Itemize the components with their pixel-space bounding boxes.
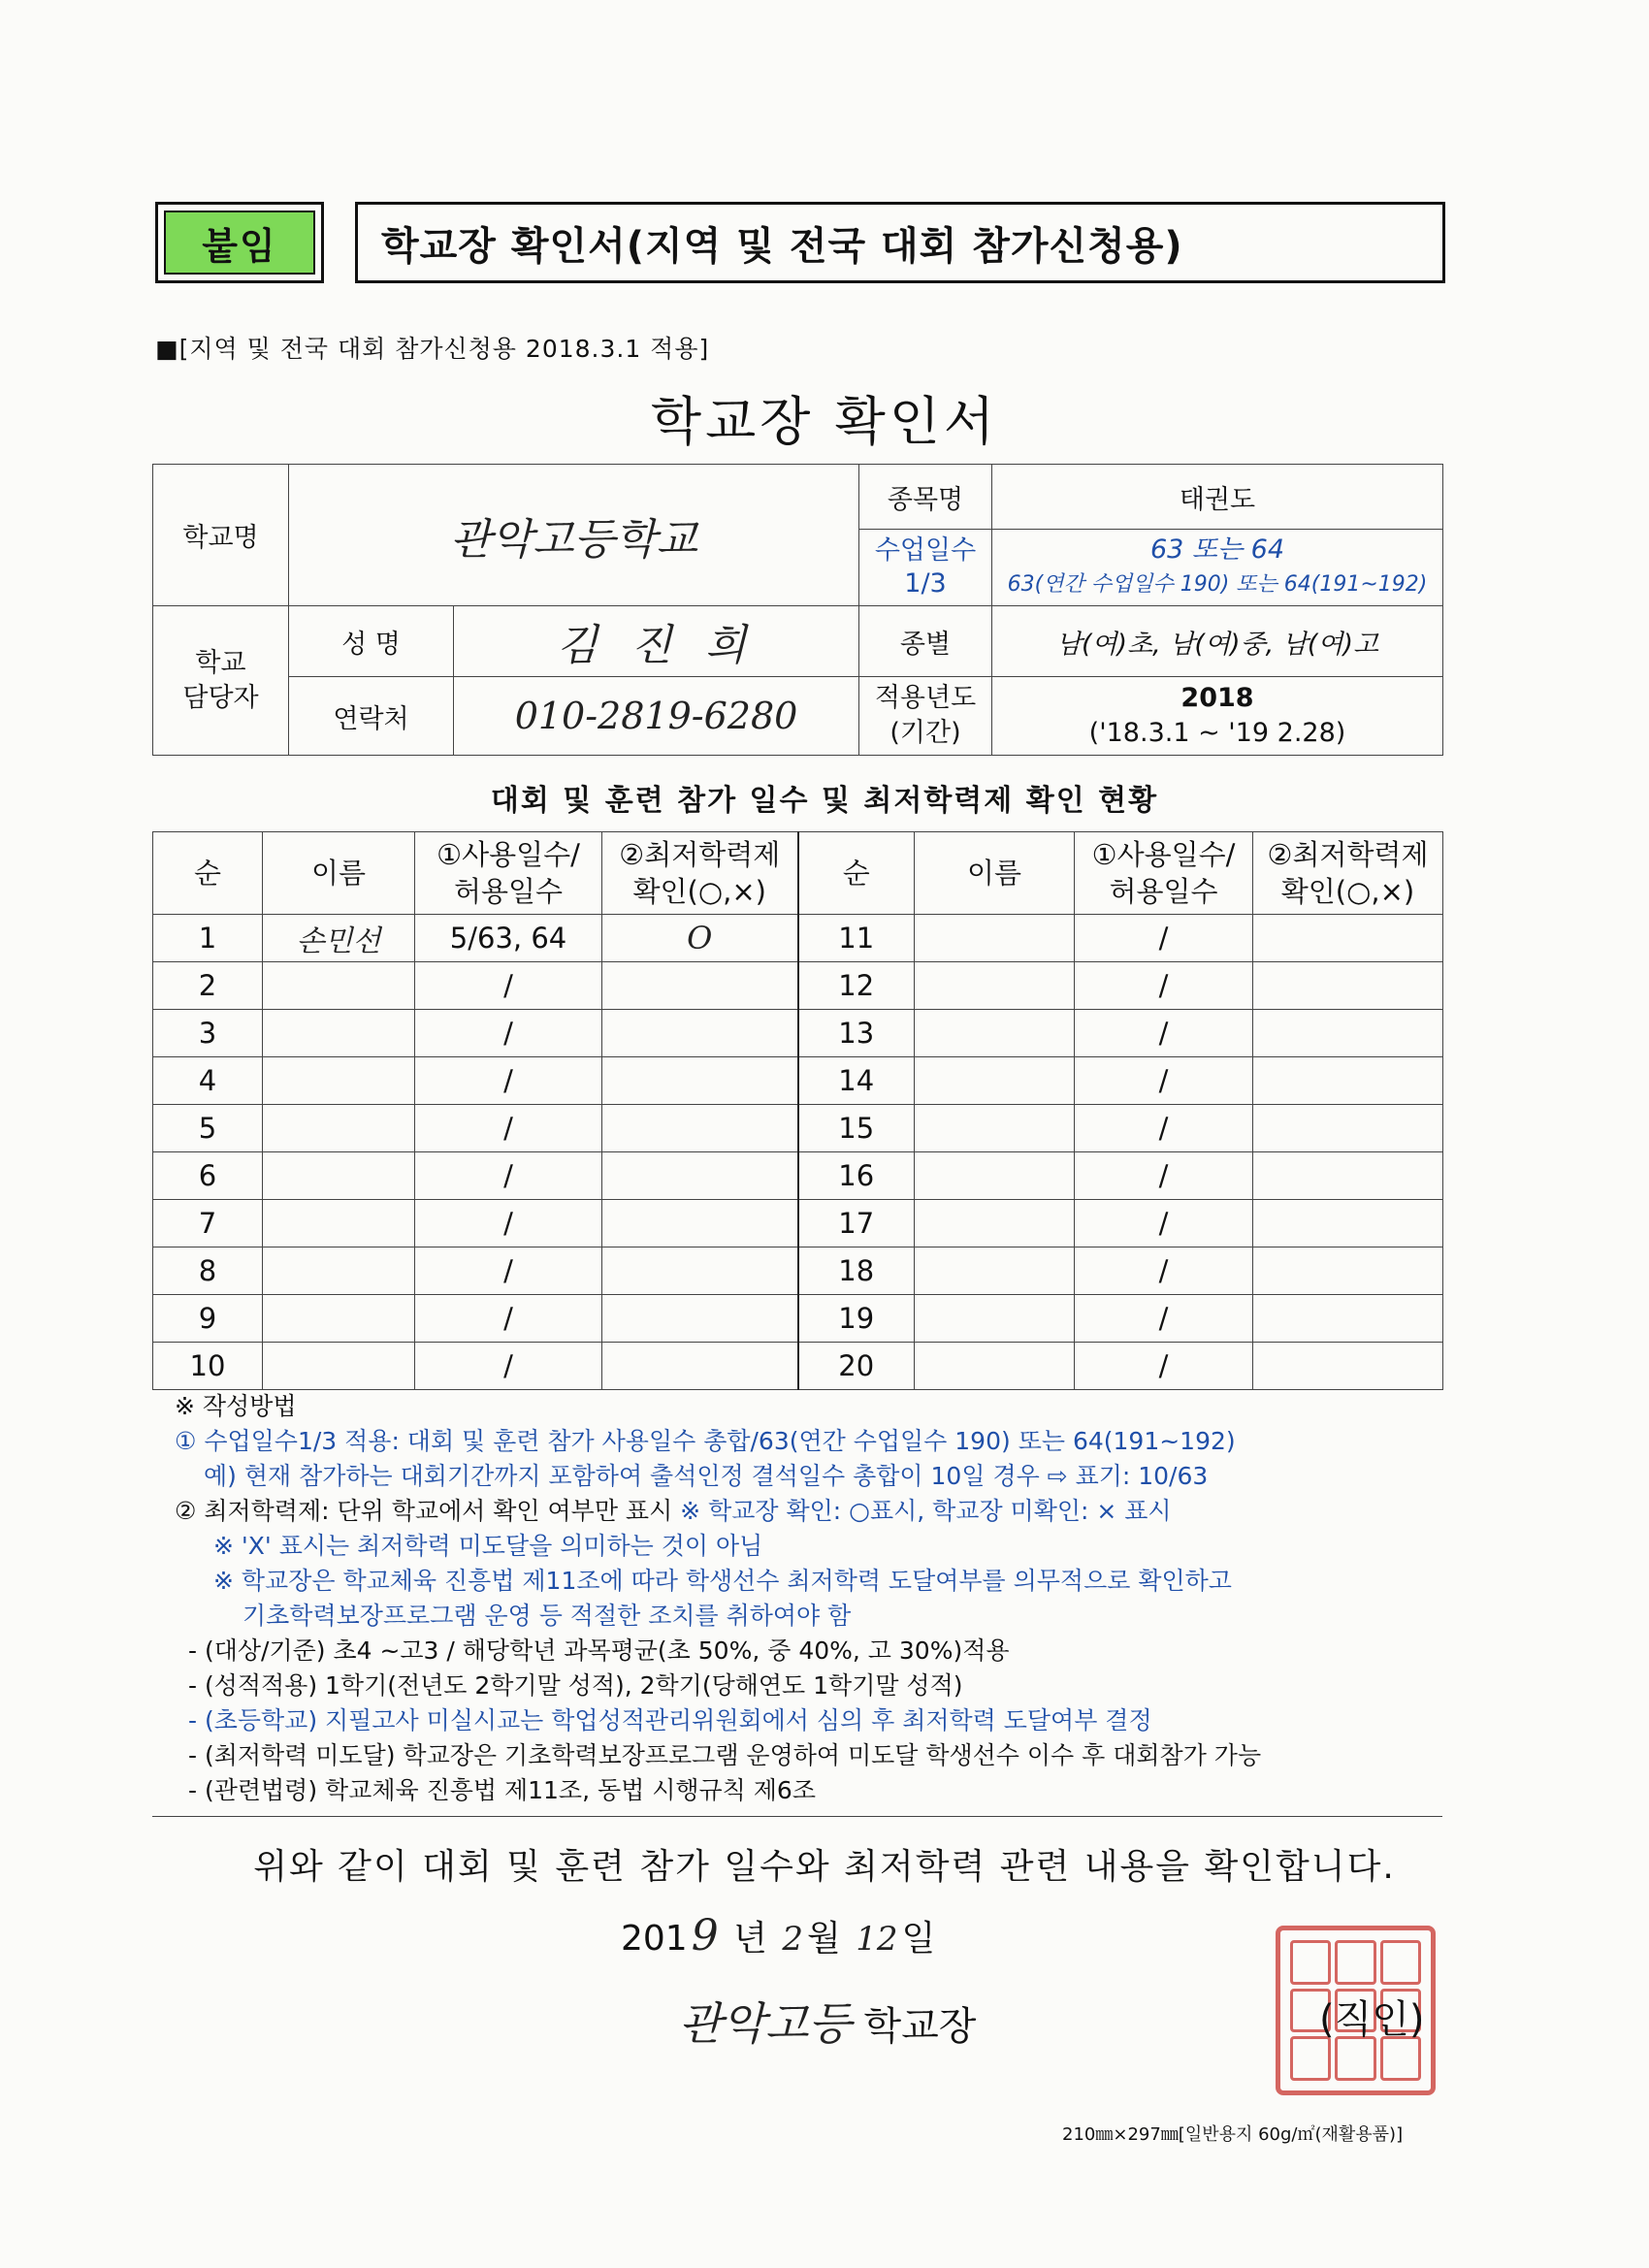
header-check-right-line2: 확인(○,×)	[1280, 875, 1415, 908]
note-d1: - (대상/기준) 초4 ~고3 / 해당학년 과목평균(초 50%, 중 40%, 고 30%)적용	[188, 1636, 1010, 1665]
applicability-note: ■[지역 및 전국 대회 참가신청용 2018.3.1 적용]	[155, 335, 710, 363]
row-name	[915, 1295, 1075, 1343]
row-check: O	[602, 915, 798, 962]
row-no: 12	[798, 962, 915, 1010]
header-used-left-line2: 허용일수	[453, 875, 564, 908]
row-name	[915, 1057, 1075, 1105]
row-check	[1253, 1295, 1443, 1343]
note-2c: ※ 학교장은 학교체육 진흥법 제11조에 따라 학생선수 최저학력 도달여부를 의무적으로 확인하고	[213, 1567, 1232, 1595]
row-check	[602, 1200, 798, 1247]
row-no: 18	[798, 1247, 915, 1295]
row-no: 1	[153, 915, 263, 962]
date-year-suffix: 9	[691, 1911, 719, 1960]
table-row	[153, 1057, 1443, 1105]
note-1b: 예) 현재 참가하는 대회기간까지 포함하여 출석인정 결석일수 총합이 10일 경우 ⇨ 표기: 10/63	[204, 1462, 1209, 1490]
row-used: 5/63, 64	[415, 915, 602, 962]
manager-label	[153, 606, 289, 756]
table-row	[153, 1247, 1443, 1295]
row-name	[263, 1200, 415, 1247]
class-days-label-line2: 1/3	[904, 568, 947, 599]
row-check	[602, 1152, 798, 1200]
row-name	[263, 1057, 415, 1105]
row-no: 15	[798, 1105, 915, 1152]
class-days-label	[859, 530, 992, 606]
row-name	[263, 1295, 415, 1343]
seal-label: (직인)	[1319, 1997, 1425, 2042]
class-days-label-line1: 수업일수	[874, 535, 977, 566]
table-row	[153, 962, 1443, 1010]
row-used: /	[415, 1105, 602, 1152]
row-no: 3	[153, 1010, 263, 1057]
row-check	[1253, 1247, 1443, 1295]
note-2b: ※ 'X' 표시는 최저학력 미도달을 의미하는 것이 아님	[213, 1532, 763, 1560]
date-month: 2	[782, 1920, 804, 1959]
event-value: 태권도	[992, 465, 1443, 530]
row-name: 손민선	[263, 915, 415, 962]
row-check	[602, 1010, 798, 1057]
section-title: 대회 및 훈련 참가 일수 및 최저학력제 확인 현황	[490, 784, 1159, 818]
row-used: /	[1075, 1295, 1253, 1343]
header-no-right: 순	[798, 832, 915, 915]
row-check	[602, 962, 798, 1010]
instructions-title: ※ 작성방법	[175, 1392, 297, 1420]
row-used: /	[415, 1295, 602, 1343]
row-used: /	[415, 962, 602, 1010]
row-name	[915, 1343, 1075, 1390]
row-check	[602, 1343, 798, 1390]
row-check	[1253, 1152, 1443, 1200]
row-check	[1253, 1200, 1443, 1247]
note-2d: 기초학력보장프로그램 운영 등 적절한 조치를 취하여야 함	[242, 1602, 852, 1630]
row-used: /	[1075, 1247, 1253, 1295]
table-row	[153, 1010, 1443, 1057]
row-no: 2	[153, 962, 263, 1010]
table-row	[153, 915, 1443, 962]
header-no-left: 순	[153, 832, 263, 915]
row-check	[1253, 962, 1443, 1010]
header-check-left-line2: 확인(○,×)	[632, 875, 766, 908]
header-check-left-line1: ②최저학력제	[619, 838, 781, 871]
note-2a	[175, 1494, 1465, 1529]
date-month-unit: 월	[807, 1919, 841, 1959]
header-used-left	[415, 832, 602, 915]
row-name	[915, 1152, 1075, 1200]
row-check	[1253, 1057, 1443, 1105]
header-check-left	[602, 832, 798, 915]
row-name	[915, 1105, 1075, 1152]
table-row	[153, 1343, 1443, 1390]
row-used: /	[1075, 915, 1253, 962]
row-no: 10	[153, 1343, 263, 1390]
header-used-right-line1: ①사용일수/	[1091, 838, 1236, 871]
year-label	[859, 677, 992, 756]
row-check	[1253, 1105, 1443, 1152]
row-name	[263, 1105, 415, 1152]
note-1a: ① 수업일수1/3 적용: 대회 및 훈련 참가 사용일수 총합/63(연간 수업일수 190) 또는 64(191~192)	[175, 1427, 1236, 1455]
row-no: 16	[798, 1152, 915, 1200]
date-year-prefix: 201	[621, 1919, 688, 1959]
row-check	[1253, 915, 1443, 962]
row-name	[915, 962, 1075, 1010]
principal-label: 학교장	[863, 2004, 977, 2049]
row-check	[1253, 1010, 1443, 1057]
document-title: 학교장 확인서	[650, 391, 999, 452]
manager-label-line2: 담당자	[182, 682, 259, 713]
row-used: /	[415, 1010, 602, 1057]
row-used: /	[1075, 1343, 1253, 1390]
contact-value: 010-2819-6280	[454, 677, 859, 756]
row-no: 7	[153, 1200, 263, 1247]
row-used: /	[415, 1343, 602, 1390]
header-name-right: 이름	[915, 832, 1075, 915]
row-name	[915, 915, 1075, 962]
row-used: /	[415, 1057, 602, 1105]
class-days-value-line1: 63 또는 64	[1149, 535, 1285, 565]
row-name	[263, 962, 415, 1010]
class-days-value-line2: 63(연간 수업일수 190) 또는 64(191~192)	[1007, 572, 1428, 597]
principal-signature-line	[679, 1989, 976, 2053]
confirmation-statement: 위와 같이 대회 및 훈련 참가 일수와 최저학력 관련 내용을 확인합니다.	[253, 1847, 1396, 1887]
year-value-line2: ('18.3.1 ~ '19 2.28)	[1088, 718, 1346, 748]
class-days-value	[992, 530, 1443, 606]
row-no: 9	[153, 1295, 263, 1343]
row-no: 19	[798, 1295, 915, 1343]
header-name-left: 이름	[263, 832, 415, 915]
row-check	[602, 1057, 798, 1105]
date-day-unit: 일	[901, 1919, 936, 1959]
table-row	[153, 1152, 1443, 1200]
row-name	[915, 1200, 1075, 1247]
row-no: 8	[153, 1247, 263, 1295]
date-day: 12	[856, 1920, 898, 1959]
row-no: 13	[798, 1010, 915, 1057]
year-value-line1: 2018	[1180, 683, 1254, 713]
row-no: 4	[153, 1057, 263, 1105]
header-title: 학교장 확인서(지역 및 전국 대회 참가신청용)	[355, 202, 1445, 283]
row-name	[263, 1152, 415, 1200]
issue-date	[621, 1911, 939, 1960]
row-used: /	[1075, 962, 1253, 1010]
school-name-handwritten: 관악고등	[679, 1997, 852, 2050]
year-value	[992, 677, 1443, 756]
year-label-line2: (기간)	[889, 718, 961, 748]
year-label-line1: 적용년도	[874, 683, 977, 713]
row-used: /	[1075, 1105, 1253, 1152]
school-name-label: 학교명	[153, 465, 289, 606]
note-d5: - (관련법령) 학교체육 진흥법 제11조, 동법 시행규칙 제6조	[188, 1776, 816, 1804]
school-name-value: 관악고등학교	[289, 465, 859, 606]
row-name	[915, 1247, 1075, 1295]
header-used-right	[1075, 832, 1253, 915]
row-no: 14	[798, 1057, 915, 1105]
row-used: /	[415, 1200, 602, 1247]
type-value: 남(여)초, 남(여)중, 남(여)고	[992, 606, 1443, 677]
note-2a-highlight: ※ 학교장 확인: ○표시, 학교장 미확인: × 표시	[680, 1497, 1172, 1525]
row-no: 5	[153, 1105, 263, 1152]
header-check-right-line1: ②최저학력제	[1267, 838, 1429, 871]
header-check-right	[1253, 832, 1443, 915]
row-check	[602, 1295, 798, 1343]
row-name	[915, 1010, 1075, 1057]
type-label: 종별	[859, 606, 992, 677]
event-label: 종목명	[859, 465, 992, 530]
row-used: /	[1075, 1010, 1253, 1057]
info-table	[152, 464, 1443, 756]
date-year-unit: 년	[733, 1919, 767, 1959]
row-name	[263, 1010, 415, 1057]
note-d3: - (초등학교) 지필고사 미실시교는 학업성적관리위원회에서 심의 후 최저학력 도달여부 결정	[188, 1706, 1152, 1734]
participation-table	[152, 831, 1443, 1390]
row-name	[263, 1247, 415, 1295]
instructions	[175, 1389, 1465, 1808]
row-used: /	[1075, 1057, 1253, 1105]
divider	[152, 1816, 1442, 1817]
note-2a-text: ② 최저학력제: 단위 학교에서 확인 여부만 표시	[175, 1497, 681, 1525]
row-used: /	[1075, 1200, 1253, 1247]
row-used: /	[415, 1152, 602, 1200]
attachment-badge: 붙임	[164, 211, 315, 275]
name-label: 성 명	[289, 606, 454, 677]
row-name	[263, 1343, 415, 1390]
header-used-right-line2: 허용일수	[1109, 875, 1218, 908]
paper-spec-note: 210㎜×297㎜[일반용지 60g/㎡(재활용품)]	[1062, 2124, 1404, 2145]
row-used: /	[1075, 1152, 1253, 1200]
row-no: 6	[153, 1152, 263, 1200]
table-row	[153, 1200, 1443, 1247]
note-d2: - (성적적용) 1학기(전년도 2학기말 성적), 2학기(당해연도 1학기말 성적)	[188, 1671, 963, 1700]
header	[155, 202, 1445, 283]
row-no: 17	[798, 1200, 915, 1247]
name-value: 김 진 희	[454, 606, 859, 677]
table-row	[153, 1295, 1443, 1343]
row-no: 20	[798, 1343, 915, 1390]
row-used: /	[415, 1247, 602, 1295]
manager-label-line1: 학교	[195, 647, 246, 678]
attachment-badge-frame	[155, 202, 324, 283]
contact-label: 연락처	[289, 677, 454, 756]
row-check	[1253, 1343, 1443, 1390]
row-check	[602, 1247, 798, 1295]
row-no: 11	[798, 915, 915, 962]
row-check	[602, 1105, 798, 1152]
table-row	[153, 1105, 1443, 1152]
note-d4: - (최저학력 미도달) 학교장은 기초학력보장프로그램 운영하여 미도달 학생선수 이수 후 대회참가 가능	[188, 1741, 1262, 1769]
header-used-left-line1: ①사용일수/	[436, 838, 580, 871]
